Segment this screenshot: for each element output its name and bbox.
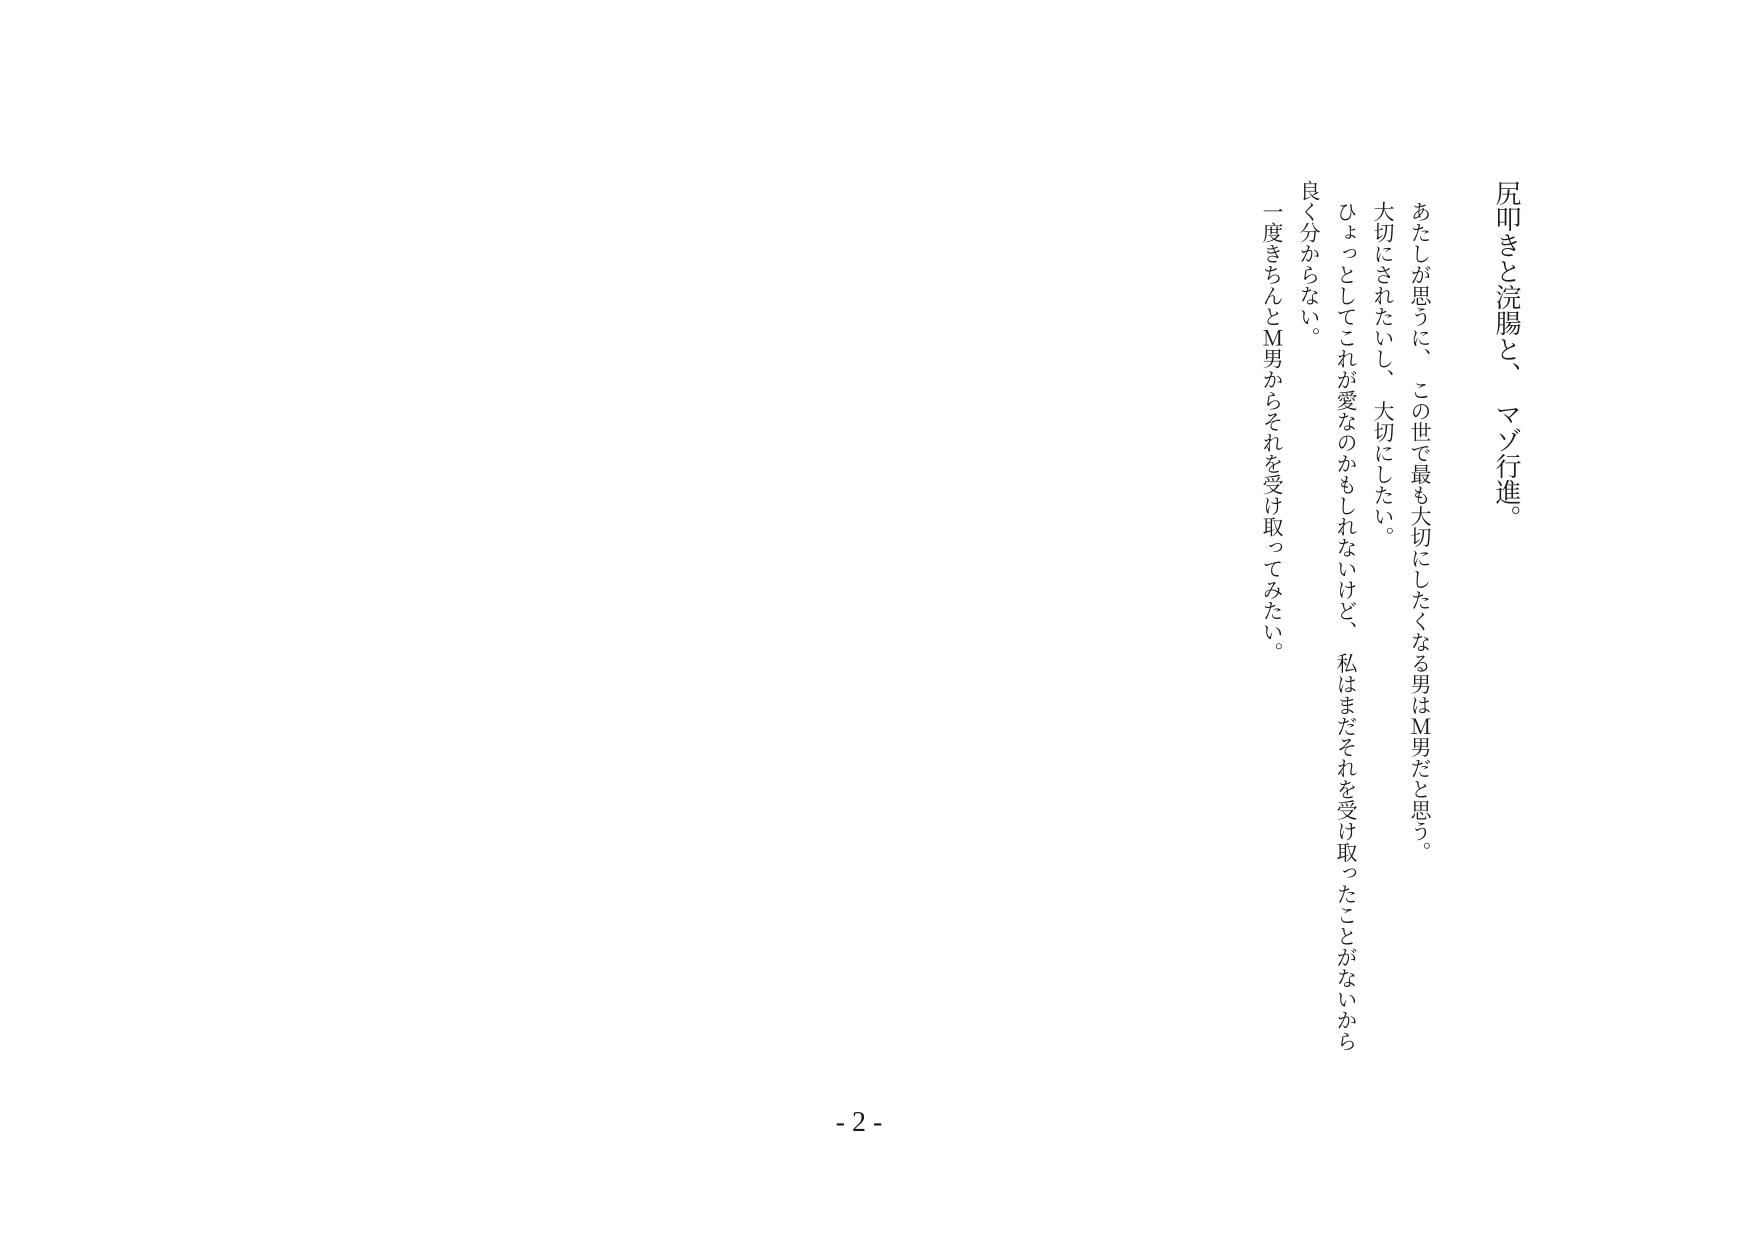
vertical-text-block <box>1253 180 1528 1052</box>
paragraph-4: 一度きちんとＭ男からそれを受け取ってみたい。 <box>1260 201 1284 663</box>
paragraph-1: あたしが思うに、 この世で最も大切にしたくなる男はＭ男だと思う。 <box>1408 201 1432 863</box>
page-number: - 2 - <box>835 1107 883 1138</box>
document-title: 尻叩きと浣腸と、 マゾ行進。 <box>1492 180 1521 531</box>
paragraph-3: ひょっとしてこれが愛なのかもしれないけど、 私はまだそれを受け取ったことがないから良く分からない。 <box>1297 180 1358 1052</box>
paragraph-2: 大切にされたいし、 大切にしたい。 <box>1371 201 1395 548</box>
